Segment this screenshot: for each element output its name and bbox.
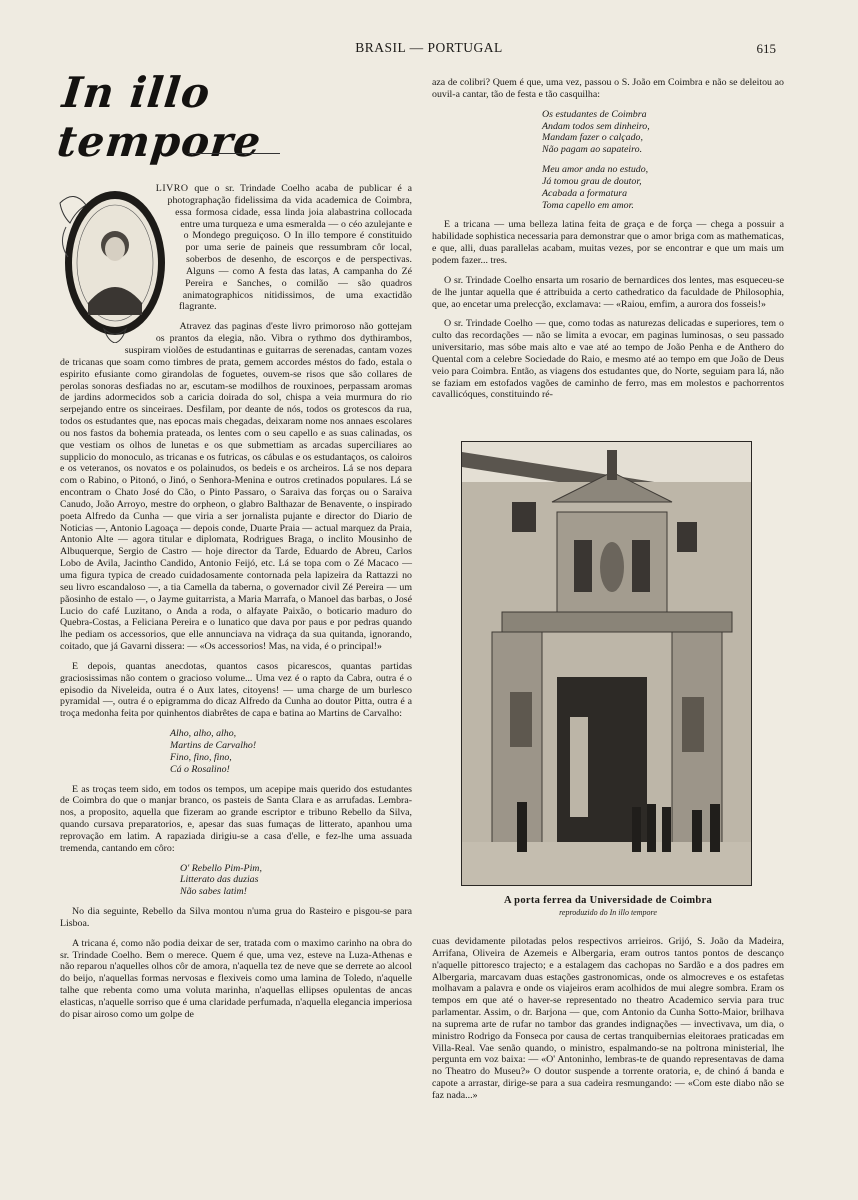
verse-stanza bbox=[432, 109, 784, 156]
paragraph: O sr. Trindade Coelho ensarta um rosario de bernardices dos lentes, mas esqueceu-se de lhe juntar aquella que é attribuida a certo cathedratico da faculdade de Philosophia, que, ao encetar uma prelecção, exclamava: — «Raiou, emfim, a aurora dos fosseis!» bbox=[432, 274, 784, 310]
verse-line: Acabada a formatura bbox=[542, 187, 628, 199]
paragraph: E a tricana — uma belleza latina feita de graça e de força — chega a possuir a habilidade sophistica necessaria para demonstrar que o amor briga com as mathematicas, e que, alli, duas parallelas acabam, muitas vezes, por se encontrar e que um mais um podem fazer... tres. bbox=[432, 219, 784, 266]
verse-line: Alho, alho, alho, bbox=[170, 728, 237, 740]
verse-line: Toma capello em amor. bbox=[542, 199, 634, 211]
verse-line: Meu amor anda no estudo, bbox=[542, 164, 649, 176]
paragraph: cuas devidamente pilotadas pelos respectivos arrieiros. Grijó, S. João da Madeira, Arrifana, Oliveira de Azemeis e Albergaria, eram outros tantos pontos de descanço n'aquelle pittoresco trajecto; e a estalagem das cachopas no Sardão e a dos padres em Albergaria, marcavam duas estações gastronomicas, onde os almocreves e os estafetas molhavam a palavra e onde os viajeiros eram acolhidos de mui alegre sombra. Eram os tempos em que até o haver-se representado no theatro Academico servia para truc parlamentar. Assim, o dr. Barjona — que, com Antonio da Cunha Sotto-Maior, brilhava na suprema arte de rufar no tambor das grandes indignações — invectivava, um dia, o ministro Rodrigo da Fonseca por causa de certas tranquibernias eleitoraes praticadas em Villa-Real. Vae senão quando, o ministro, espalmando-se na poltrona ministerial, lhe pergunta em voz baixa: — «O' Antoninho, lembras-te de quando representavas de dama no Theatro do Museu?» O doutor suspende a torrente oratoria, e, de chinó á banda e capote a arrastar, dirige-se para a sua cadeira resmungando: — «Com este diabo não se faz nada...» bbox=[432, 936, 784, 1101]
paragraph: E depois, quantas anecdotas, quantos casos picarescos, quantas partidas graciosissimas não contem o gracioso volume... Uma vez é o rapto da Cabra, outra é o episodio da Niveleida, outra é o Aux lates, citoyens! — uma charge de um burlesco pyramidal —, outra é o epigramma do dicaz Alfredo da Cunha ao doutor Pitta, outra é a troça medonha feita por quinhentos diabrêtes de capa e batina ao Martins de Carvalho: bbox=[60, 660, 412, 720]
paragraph: E as troças teem sido, em todos os tempos, um acepipe mais querido dos estudantes de Coimbra do que o manjar branco, os pasteis de Santa Clara e as arrufadas. Lembra-nos, a proposito, aquella que fizeram ao grande escriptor e tribuno Rebello da Silva, quando cursava preparatorios, e, apesar das suas fumaças de litterato, apanhou uma reprovação em latim. A rapaziada dirigiu-se a casa d'elle, e fez-lhe uma assuada tremenda, cantando em côro: bbox=[60, 783, 412, 854]
university-gate-photo bbox=[461, 441, 752, 886]
paragraph: No dia seguinte, Rebello da Silva montou n'uma grua do Rasteiro e pisgou-se para Lisboa. bbox=[60, 906, 412, 929]
verse-line: Andam todos sem dinheiro, bbox=[542, 120, 650, 132]
lead-word: LIVRO bbox=[155, 183, 189, 194]
verse-line: Litterato das duzias bbox=[180, 874, 259, 886]
verse-stanza bbox=[60, 728, 412, 775]
page-number: 615 bbox=[756, 41, 776, 56]
right-column-bottom bbox=[432, 936, 784, 1110]
caption-title: A porta ferrea da Universidade de Coimbra bbox=[503, 895, 713, 906]
paragraph: Atravez das paginas d'este livro primoroso não gottejam os prantos da elegia, não. Vibra o rythmo dos dythirambos, suspiram violões de estudantinas e guitarras de serenadas, cantam vozes de tricanas que soam como timbres de prata, gemem accordes méstos do fado, estala o espirito efusiante como girandolas de foguetes, ouvem-se risos que são collares de perolas sonoras desfiadas no ar, escutam-se modilhos de rouxinoes, perpassam aromas de jardins adormecidos sob a caricia doirada do sol, chispa a veia murmura do rio serpejando entre os sinceiraes. Desfilam, por deante de nós, todos os grotescos da rua, todos os estudantes que, nas epocas mais chegadas, deixaram nome nos annaes escolares ou nos fastos da bohemia prateada, os lentes com o seu capello e as suas calinadas, os que vestiam os olhos de lunetas e os que submettiam as arcadas superciliares ao supplicio do monoculo, as tricanas e os futricas, os cábulas e os estudantaços, os caloiros e os veteranos, os novatos e os polainudos, os bedeis e os archeiros. Lá se nos depara com o Rabino, o Pitonó, o Jinó, o Senhora-Menina e outros cretinados populares. Lá se encontram o Chato José do Cão, o Pinto Passaro, o Saraiva das forças ou o Saraiva Canudo, João Arroyo, mestre do orpheon, o glabro Balthazar de Benavente, o inspirado poeta Alfredo da Cunha — que viria a ser jornalista pujante e director do Diario de Noticias —, Antonio Lagoaça — depois conde, Duarte Praia — actual marquez da Praia, Antonio Alte — agora titular e diplomata, Rodrigues Braga, o inclito Mousinho de Albuquerque, Sergio de Castro — hoje director da Tarde, Eduardo de Abreu, Carlos Lobo de Avila, Jacintho Candido, Antonio Feijó, etc. Lá se topa com o Zé Macaco — uma figura typica de creado cuidadosamente contornada pela lapizeira da Rattazzi no seu livro escandaloso —, a tia Camella da taberna, o governador civil Zé Pereira — um pãosinho de estalo —, o Jayme guitarrista, a Maria Marrafa, o Manoel das barbas, o José Lucio do café Luzitano, o Anda a roda, o alfayate Paixão, o boticario maduro do Quebra-Costas, a Feliciana Pereira e o lunatico que dava por paus e por pedras quando lhe pediam os accessorios, que elle annunciava na vidraça da sua quitanda, ignorando, coitado, que já Gavarni dissera: — «Os accessorios! Mas, na vida, é o principal!» bbox=[60, 321, 412, 653]
paragraph: aza de colibri? Quem é que, uma vez, passou o S. João em Coimbra e não se deleitou ao ouvil-a cantar, tão de festa e tão casquilha: bbox=[432, 77, 784, 100]
article-title: In illo tempore bbox=[54, 68, 264, 166]
verse-line: Mandam fazer o calçado, bbox=[542, 132, 643, 144]
portrait-medallion-icon bbox=[52, 183, 178, 343]
caption-subtitle: reproduzido do In illo tempore bbox=[559, 908, 657, 917]
paragraph: que o sr. Trindade Coelho acaba de publicar é a photographação fidelissima da vida academica de Coimbra, essa formosa cidade, essa linda joia alabastrina collocada entre uma turqueza e uma esmeralda — o céo azulejante e o Mondego preguiçoso. O In illo tempore é constituido por uma serie de paineis que ressumbram côr local, soberbos de desenho, de escorços e de perspectivas. Alguns — como A festa das latas, A campanha do Zé Pereira e Sanches, o comilão — são quadros animatographicos nitidissimos, de uma exactidão flagrante. bbox=[167, 183, 412, 313]
verse-line: Já tomou grau de doutor, bbox=[542, 175, 642, 187]
right-column-top bbox=[432, 77, 784, 409]
paragraph: O sr. Trindade Coelho — que, como todas as naturezas delicadas e superiores, tem o culto das recordações — não se limita a evocar, em paginas luminosas, o seu passado universitario, mas sóbe mais alto e vae até ao tempo de João Penha e de Anthero do Quental com a celebre Sociedade do Raio, e mesmo até ao tempo em que João de Deus veio para Coimbra. Então, as viagens dos estudantes que, do Norte, seguiam para lá, não se faziam em estofados vagões de caminho de ferro, mas em molestos e pachorrentos cavallicóques, constituindo ré- bbox=[432, 318, 784, 401]
verse-stanza bbox=[60, 863, 412, 899]
verse-line: Fino, fino, fino, bbox=[170, 751, 232, 763]
verse-line: Não pagam ao sapateiro. bbox=[542, 144, 643, 156]
verse-line: Os estudantes de Coimbra bbox=[542, 108, 647, 120]
verse-stanza bbox=[432, 164, 784, 211]
title-rule bbox=[188, 153, 280, 154]
photo-caption bbox=[432, 895, 784, 919]
paragraph: A tricana é, como não podia deixar de ser, tratada com o maximo carinho na obra do sr. Trindade Coelho. Bem o merece. Quem é que, uma vez, esteve na Luza-Athenas e não reparou n'aquelles olhos côr de amora, n'aquella tez de neve que se derrete ao alcool do beijo, n'aquellas formas nervosas e flexiveis como uma lamina de Toledo, n'aquelle talhe que rebenta como uma voluta marinha, n'aquellas ellipses opulentas de ancas elasticas, n'aquelle sorriso que é uma claridade perfumada, n'aquella elegancia imperiosa do pisar airoso como um golpe de bbox=[60, 937, 412, 1020]
verse-line: Cá o Rosalino! bbox=[170, 763, 230, 775]
verse-line: Martins de Carvalho! bbox=[170, 739, 257, 751]
left-column bbox=[60, 183, 412, 1029]
building-gate-icon bbox=[462, 442, 751, 885]
verse-line: O' Rebello Pim-Pim, bbox=[180, 862, 262, 874]
running-header: BRASIL — PORTUGAL bbox=[355, 40, 503, 55]
verse-line: Não sabes latim! bbox=[180, 886, 247, 898]
